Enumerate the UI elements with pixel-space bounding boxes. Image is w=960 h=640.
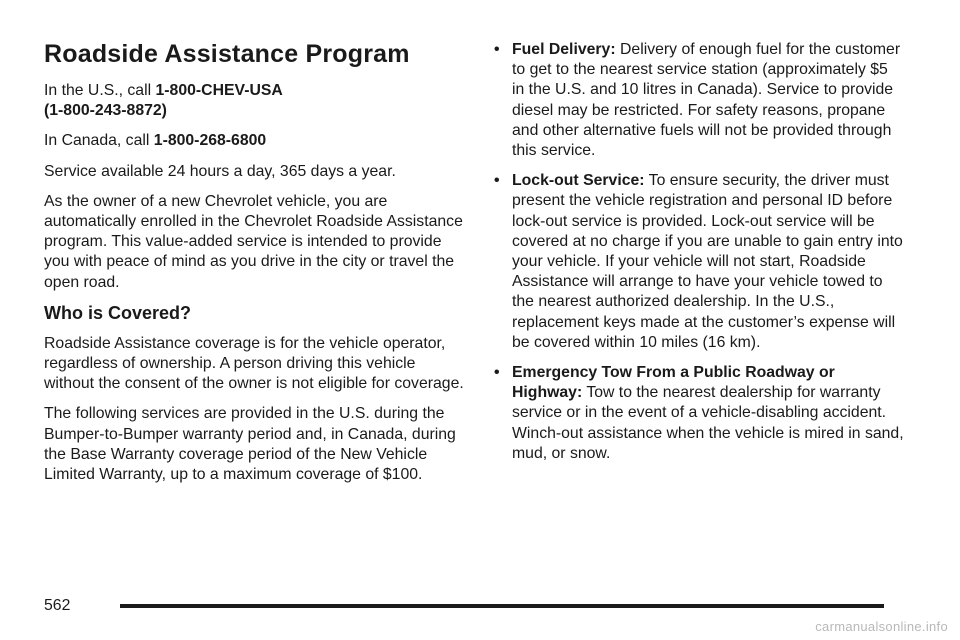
footer-rule — [120, 604, 884, 608]
canada-phone-number: 1-800-268-6800 — [153, 132, 267, 150]
right-column — [494, 40, 904, 474]
list-item — [494, 40, 904, 161]
intro-paragraph: As the owner of a new Chevrolet vehicle, you are automatically enrolled in the Chevrolet Roadside Assistance program. This value-added service is intended to provide you with peace of mind as you drive in the city or travel the open road. — [44, 192, 463, 291]
list-item — [494, 363, 904, 464]
service-title: Emergency Tow From a Public Roadway or Highway: — [512, 364, 835, 402]
service-description: To ensure security, the driver must present the vehicle registration and personal ID before lock-out service is provided. Lock-out service will be covered at no charge if you are unable to gain entry into your vehicle. If your vehicle will not start, Roadside Assistance will arrange to have your vehicle towed to the nearest authorized dealership. In the U.S., replacement keys made at the customer’s expense will be covered within 10 miles (16 km). — [512, 172, 903, 351]
service-title: Lock-out Service: — [512, 172, 645, 190]
service-title: Fuel Delivery: — [512, 41, 616, 58]
page-number: 562 — [44, 597, 71, 614]
footer-watermark: carmanualsonline.info — [815, 619, 948, 634]
availability-text: Service available 24 hours a day, 365 days a year. — [44, 162, 396, 180]
service-description: Tow to the nearest dealership for warranty service or in the event of a vehicle-disabling accident. Winch-out assistance when the vehicle is mired in sand, mud, or snow. — [512, 384, 904, 462]
us-phone-prefix: In the U.S., call — [44, 82, 156, 99]
who-covered-paragraph: Roadside Assistance coverage is for the vehicle operator, regardless of ownership. A person driving this vehicle without the consent of the owner is not eligible for coverage. — [44, 334, 464, 393]
us-phone-alt-number: (1-800-243-8872) — [44, 102, 167, 120]
page-title: Roadside Assistance Program — [44, 40, 410, 68]
bullet-icon: • — [494, 172, 500, 190]
left-column — [44, 40, 464, 495]
canada-phone-line — [44, 131, 464, 151]
bullet-icon: • — [494, 41, 500, 58]
bullet-icon: • — [494, 364, 500, 382]
who-covered-heading: Who is Covered? — [44, 302, 192, 323]
canada-phone-prefix: In Canada, call — [44, 132, 154, 150]
list-item — [494, 171, 904, 353]
service-description: Delivery of enough fuel for the customer to get to the nearest service station (approximately $5 in the U.S. and 10 litres in Canada). Service to provide diesel may be restricted. For safety reasons, propane and other alternative fuels will not be provided through this service. — [512, 41, 901, 160]
us-phone-number: 1-800-CHEV-USA — [155, 82, 283, 99]
services-list — [494, 40, 904, 464]
services-paragraph: The following services are provided in the U.S. during the Bumper-to-Bumper warranty period and, in Canada, during the Base Warranty coverage period of the New Vehicle Limited Warranty, up to a maximum coverage of $100. — [44, 405, 456, 484]
us-phone-line — [44, 81, 464, 121]
